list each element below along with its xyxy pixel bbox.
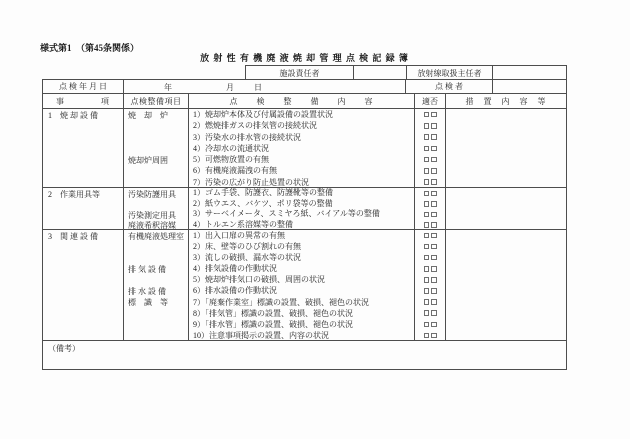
fail-checkbox[interactable]	[431, 244, 437, 250]
fail-checkbox[interactable]	[431, 288, 437, 294]
sublabel-column	[124, 109, 189, 187]
inspection-line: 6）排水設備の作動状況	[193, 286, 277, 296]
pass-checkbox[interactable]	[424, 212, 430, 218]
fail-checkbox[interactable]	[431, 277, 437, 283]
pass-fail-checkboxes	[415, 274, 445, 285]
pass-fail-checkboxes	[415, 188, 445, 199]
pass-fail-checkboxes	[415, 143, 445, 154]
pass-checkbox[interactable]	[424, 179, 430, 185]
day-label: 日	[254, 83, 262, 92]
inspection-line: 1）ゴム手袋、防護衣、防護靴等の整備	[193, 188, 333, 197]
inspection-line: 3）サーベイメータ、スミヤろ紙、バイアル等の整備	[193, 209, 380, 218]
fail-checkbox[interactable]	[431, 299, 437, 305]
pass-fail-checkboxes	[415, 252, 445, 263]
pass-checkbox[interactable]	[424, 333, 430, 339]
inspection-line: 10）注意事項掲示の設置、内容の状況	[193, 330, 329, 340]
pass-fail-checkboxes	[415, 220, 445, 230]
inspector-label: 点 検 者	[406, 80, 493, 93]
pass-fail-column	[415, 109, 446, 187]
header-pass-fail: 適否	[415, 94, 446, 108]
inspection-lines	[189, 230, 415, 340]
pass-fail-checkboxes	[415, 308, 445, 319]
category-label: 3 関 連 設 備	[43, 230, 124, 340]
pass-fail-checkboxes	[415, 230, 445, 241]
inspection-line: 4）冷却水の流通状況	[193, 143, 269, 153]
fail-checkbox[interactable]	[431, 123, 437, 129]
inspection-line: 4）トルエン系溶媒等の整備	[193, 219, 293, 229]
inspection-line: 4）排気設備の作動状況	[193, 264, 277, 274]
pass-checkbox[interactable]	[424, 266, 430, 272]
fail-checkbox[interactable]	[431, 333, 437, 339]
fail-checkbox[interactable]	[431, 191, 437, 197]
pass-checkbox[interactable]	[424, 244, 430, 250]
pass-fail-checkboxes	[415, 241, 445, 252]
inspection-line: 1）焼却炉本体及び付属設備の設置状況	[193, 110, 333, 119]
sublabel: 汚染測定用具	[128, 211, 176, 220]
inspection-line: 6）有機廃液漏洩の有無	[193, 166, 277, 176]
pass-checkbox[interactable]	[424, 322, 430, 328]
sublabel: 標 識 等	[128, 298, 168, 307]
column-header-row	[43, 94, 566, 109]
sublabel-column	[124, 188, 189, 229]
pass-fail-checkboxes	[415, 132, 445, 143]
fail-checkbox[interactable]	[431, 255, 437, 261]
inspection-line: 5）焼却炉排気口の破損、周囲の状況	[193, 275, 325, 285]
header-content: 点 検 整 備 内 容	[189, 94, 415, 108]
inspection-line: 1）出入口扉の異常の有無	[193, 231, 285, 240]
month-label: 月	[226, 83, 234, 92]
pass-fail-checkboxes	[415, 319, 445, 330]
pass-fail-checkboxes	[415, 177, 445, 187]
pass-checkbox[interactable]	[424, 255, 430, 261]
pass-fail-column	[415, 230, 446, 340]
pass-fail-checkboxes	[415, 199, 445, 210]
pass-checkbox[interactable]	[424, 157, 430, 163]
year-label: 年	[164, 83, 172, 92]
remarks-field: （備考）	[48, 344, 80, 353]
pass-fail-column	[415, 188, 446, 229]
fail-checkbox[interactable]	[431, 310, 437, 316]
pass-fail-checkboxes	[415, 109, 445, 120]
sublabel: 排 水 設 備	[128, 287, 166, 296]
sublabel: 焼 却 炉	[128, 111, 168, 120]
pass-fail-checkboxes	[415, 330, 445, 340]
fail-checkbox[interactable]	[431, 212, 437, 218]
inspection-line: 7）「廃棄作業室」標識の設置、破損、褪色の状況	[193, 297, 369, 307]
pass-checkbox[interactable]	[424, 201, 430, 207]
pass-checkbox[interactable]	[424, 277, 430, 283]
signature-strip	[245, 65, 567, 80]
fail-checkbox[interactable]	[431, 179, 437, 185]
table-row	[43, 188, 566, 230]
pass-fail-checkboxes	[415, 297, 445, 308]
header-item: 事 項	[43, 94, 124, 108]
measures-field	[446, 188, 566, 229]
date-row	[43, 80, 566, 94]
fail-checkbox[interactable]	[431, 201, 437, 207]
form-number-label: 様式第1 （第45条関係）	[40, 43, 140, 53]
inspection-line: 3）汚染水の排水管の接続状況	[193, 132, 301, 142]
sublabel-column	[124, 230, 189, 340]
pass-fail-checkboxes	[415, 165, 445, 176]
pass-checkbox[interactable]	[424, 123, 430, 129]
fail-checkbox[interactable]	[431, 233, 437, 239]
remarks-row	[43, 341, 566, 369]
pass-checkbox[interactable]	[424, 146, 430, 152]
inspection-line: 2）床、壁等のひび割れの有無	[193, 242, 301, 252]
fail-checkbox[interactable]	[431, 112, 437, 118]
inspection-line: 3）流しの破損、漏水等の状況	[193, 253, 301, 263]
header-inspection-item: 点検整備項目	[124, 94, 189, 108]
inspection-lines	[189, 109, 415, 187]
sublabel: 汚染防護用具	[128, 190, 176, 199]
fail-checkbox[interactable]	[431, 146, 437, 152]
pass-fail-checkboxes	[415, 263, 445, 274]
pass-fail-checkboxes	[415, 209, 445, 220]
radiation-chief-signature-field	[493, 66, 566, 80]
sublabel: 焼却炉周囲	[128, 156, 168, 165]
pass-checkbox[interactable]	[424, 233, 430, 239]
category-label: 1 焼 却 設 備	[43, 109, 124, 187]
pass-checkbox[interactable]	[424, 191, 430, 197]
pass-checkbox[interactable]	[424, 112, 430, 118]
sublabel: 廃液希釈溶媒	[128, 221, 176, 229]
inspection-line: 9）「排水管」標識の設置、破損、褪色の状況	[193, 319, 353, 329]
inspection-line: 2）燃焼排ガスの排気管の接続状況	[193, 121, 317, 131]
inspection-line: 7）汚染の広がり防止処置の状況	[193, 177, 309, 187]
inspector-name-field	[493, 80, 566, 93]
pass-checkbox[interactable]	[424, 222, 430, 228]
pass-checkbox[interactable]	[424, 299, 430, 305]
inspection-lines	[189, 188, 415, 229]
inspection-line: 5）可燃物放置の有無	[193, 155, 269, 165]
fail-checkbox[interactable]	[431, 266, 437, 272]
inspection-date-field	[124, 80, 406, 93]
pass-fail-checkboxes	[415, 154, 445, 165]
header-measures: 措 置 内 容 等	[465, 96, 547, 106]
measures-field	[446, 109, 566, 187]
pass-checkbox[interactable]	[424, 288, 430, 294]
measures-field	[446, 230, 566, 340]
table-row	[43, 230, 566, 341]
category-label: 2 作業用具等	[43, 188, 124, 229]
radiation-chief-label: 放射線取扱主任者	[407, 66, 493, 80]
fail-checkbox[interactable]	[431, 168, 437, 174]
pass-fail-checkboxes	[415, 120, 445, 131]
fail-checkbox[interactable]	[431, 157, 437, 163]
fail-checkbox[interactable]	[431, 222, 437, 228]
pass-checkbox[interactable]	[424, 134, 430, 140]
fail-checkbox[interactable]	[431, 134, 437, 140]
sublabel: 排 気 設 備	[128, 265, 166, 274]
table-row	[43, 109, 566, 188]
fail-checkbox[interactable]	[431, 322, 437, 328]
facility-manager-signature-field	[354, 66, 407, 80]
inspection-date-label: 点 検 年 月 日	[43, 80, 124, 93]
document-title: 放 射 性 有 機 廃 液 焼 却 管 理 点 検 記 録 簿	[200, 53, 409, 63]
inspection-record-table	[42, 79, 567, 370]
pass-checkbox[interactable]	[424, 310, 430, 316]
pass-checkbox[interactable]	[424, 168, 430, 174]
inspection-line: 8）「排気管」標識の設置、破損、褪色の状況	[193, 308, 353, 318]
facility-manager-label: 施設責任者	[246, 66, 354, 80]
pass-fail-checkboxes	[415, 285, 445, 296]
sublabel: 有機廃液処理室	[128, 232, 184, 241]
inspection-line: 2）紙ウエス、バケツ、ポリ袋等の整備	[193, 198, 333, 208]
